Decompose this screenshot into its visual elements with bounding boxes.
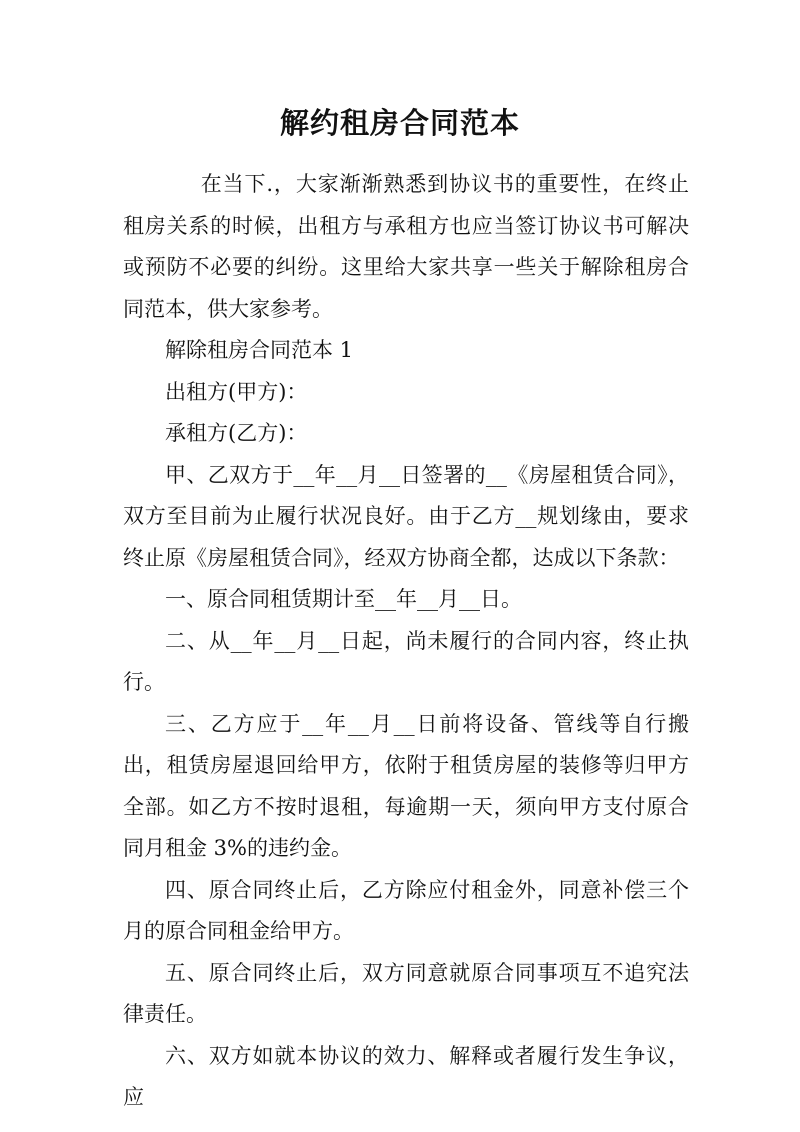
clause-2: 二、从__年__月__日起，尚未履行的合同内容，终止执行。 — [123, 628, 689, 694]
lessee-line: 承租方(乙方)： — [165, 421, 308, 445]
clause-4: 四、原合同终止后，乙方除应付租金外，同意补偿三个月的原合同租金给甲方。 — [123, 877, 689, 943]
document-title: 解约租房合同范本 — [279, 106, 520, 140]
clause-1: 一、原合同租赁期计至__年__月__日。 — [165, 587, 522, 611]
preamble-paragraph: 甲、乙双方于__年__月__日签署的__《房屋租赁合同》，双方至目前为止履行状况良好。由于乙方__规划缘由，要求终止原《房屋租赁合同》，经双方协商全都，达成以下条款： — [123, 462, 689, 570]
intro-paragraph: 在当下.，大家渐渐熟悉到协议书的重要性，在终止租房关系的时候，出租方与承租方也应当签订协议书可解决或预防不必要的纠纷。这里给大家共享一些关于解除租房合同范本，供大家参考。 — [123, 172, 689, 321]
lessor-line: 出租方(甲方)： — [165, 379, 308, 404]
clause-3: 三、乙方应于__年__月__日前将设备、管线等自行搬出，租赁房屋退回给甲方，依附于租赁房屋的装修等归甲方全部。如乙方不按时退租，每逾期一天，须向甲方支付原合同月租金 3%的违约金。 — [123, 711, 689, 860]
clause-6: 六、双方如就本协议的效力、解释或者履行发生争议，应 — [123, 1043, 689, 1109]
clause-5: 五、原合同终止后，双方同意就原合同事项互不追究法律责任。 — [123, 960, 689, 1026]
document-body — [123, 164, 689, 1119]
section-heading: 解除租房合同范本 1 — [165, 338, 354, 362]
